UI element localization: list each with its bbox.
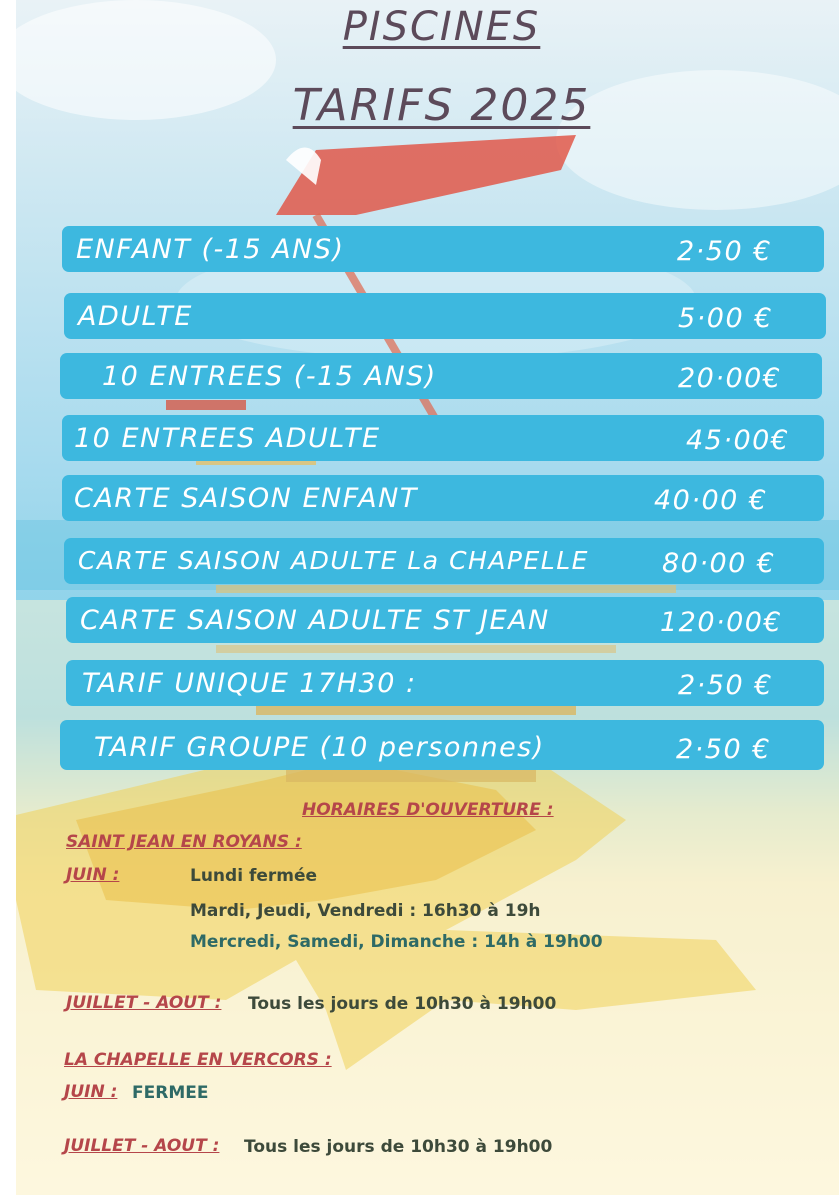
tariff-label: CARTE SAISON ADULTE La CHAPELLE: [78, 546, 589, 575]
title-tarifs-2025: TARIFS 2025: [292, 80, 591, 131]
june-hours-line: Lundi fermée: [190, 866, 318, 886]
tariff-price: 80·00 €: [662, 548, 776, 579]
june-label: JUIN :: [64, 1082, 118, 1102]
tariff-row-adulte: [64, 293, 826, 339]
tariff-label: ADULTE: [78, 301, 193, 332]
summer-label: JUILLET - AOUT :: [66, 993, 222, 1013]
tariff-price: 120·00€: [660, 607, 783, 638]
tariff-label: TARIF GROUPE (10 personnes): [94, 732, 545, 763]
tariff-label: CARTE SAISON ADULTE ST JEAN: [80, 605, 550, 636]
june-hours-line: Mardi, Jeudi, Vendredi : 16h30 à 19h: [190, 901, 541, 921]
summer-label: JUILLET - AOUT :: [64, 1136, 220, 1156]
tariff-row-carte-saison-st-jean: [66, 597, 824, 643]
opening-hours-section: [0, 795, 839, 1195]
june-closed: FERMEE: [132, 1083, 209, 1103]
summer-hours: Tous les jours de 10h30 à 19h00: [244, 1137, 553, 1157]
summer-hours: Tous les jours de 10h30 à 19h00: [248, 994, 557, 1014]
tariff-row-enfant: [62, 226, 824, 272]
tariff-row-10-entrees-enfant: [60, 353, 822, 399]
tariff-label: 10 ENTREES ADULTE: [74, 423, 381, 454]
site-saint-jean-title: SAINT JEAN EN ROYANS :: [66, 832, 302, 852]
site-la-chapelle-title: LA CHAPELLE EN VERCORS :: [64, 1050, 332, 1070]
tariff-price: 2·50 €: [676, 734, 771, 765]
tariff-price: 2·50 €: [678, 670, 773, 701]
june-hours-line: Mercredi, Samedi, Dimanche : 14h à 19h00: [190, 932, 603, 952]
tariff-label: ENFANT (-15 ANS): [76, 234, 345, 265]
tariff-row-carte-saison-enfant: [62, 475, 824, 521]
tariff-row-10-entrees-adulte: [62, 415, 824, 461]
tariff-price: 20·00€: [678, 363, 782, 394]
tariff-price: 45·00€: [686, 425, 790, 456]
tariff-price: 2·50 €: [677, 236, 772, 267]
june-label: JUIN :: [66, 865, 120, 885]
tariff-price: 5·00 €: [678, 303, 773, 334]
tariff-row-tarif-unique: [66, 660, 824, 706]
tariff-price: 40·00 €: [654, 485, 768, 516]
opening-hours-heading: HORAIRES D'OUVERTURE :: [302, 800, 554, 820]
title-piscines: PISCINES: [342, 4, 541, 50]
tariff-label: TARIF UNIQUE 17H30 :: [82, 668, 417, 699]
tariff-label: CARTE SAISON ENFANT: [74, 483, 418, 514]
tariff-row-carte-saison-la-chapelle: [64, 538, 824, 584]
tariff-label: 10 ENTREES (-15 ANS): [102, 361, 437, 392]
tariff-row-tarif-groupe: [60, 720, 824, 770]
